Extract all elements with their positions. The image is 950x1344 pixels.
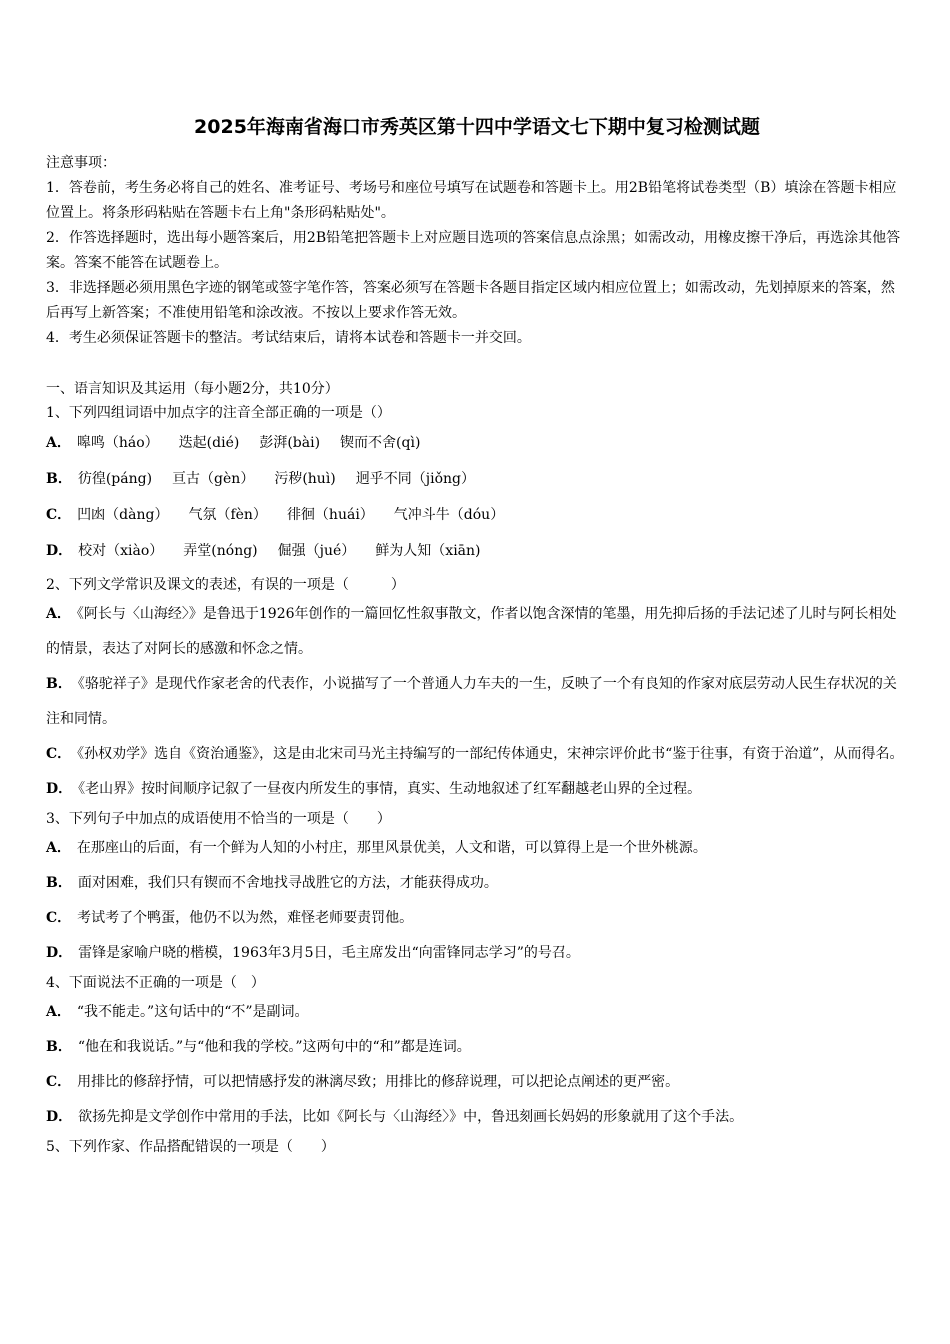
option-label: B．	[46, 676, 72, 692]
question-1	[46, 401, 908, 569]
option-label: D．	[46, 945, 73, 961]
option-word: 污秽(huì)	[274, 471, 336, 487]
option-a	[46, 597, 908, 667]
option-word: 彷徨(páng)	[77, 471, 153, 487]
option-word: 凹凼（dàng）	[77, 507, 169, 523]
question-4	[46, 971, 908, 1135]
exam-page	[46, 112, 908, 1159]
option-word: 亘古（gèn）	[172, 471, 255, 487]
section-heading: 一、语言知识及其运用（每小题2分，共10分）	[46, 381, 339, 397]
option-word: 鲜为人知（xiān)	[375, 543, 481, 559]
option-text: “我不能走。”这句话中的“不”是副词。	[76, 1004, 309, 1020]
option-label: A．	[46, 840, 71, 856]
option-text: 用排比的修辞抒情，可以把情感抒发的淋漓尽致；用排比的修辞说理，可以把论点阐述的更严密。	[77, 1074, 680, 1090]
notice-item: 4．考生必须保证答题卡的整洁。考试结束后，请将本试卷和答题卡一并交回。	[46, 330, 531, 346]
option-word: 彭湃(bài)	[259, 435, 321, 451]
option-text: 考试考了个鸭蛋，他仍不以为然，难怪老师要责罚他。	[77, 910, 414, 926]
option-d	[46, 772, 908, 807]
option-word: 弄堂(nóng)	[183, 543, 258, 559]
option-word: 气氛（fèn）	[188, 507, 267, 523]
option-b	[46, 667, 908, 737]
option-text: 《阿长与〈山海经〉》是鲁迅于1926年创作的一篇回忆性叙事散文，作者以饱含深情的笔墨，用先抑后扬的手法记述了儿时与阿长相处的情景，表达了对阿长的感激和怀念之情。	[46, 606, 897, 657]
option-label: D．	[46, 781, 73, 797]
page-title: 2025年海南省海口市秀英区第十四中学语文七下期中复习检测试题	[194, 116, 760, 138]
option-a	[46, 995, 908, 1030]
option-word: 迥乎不同（jiǒng）	[355, 471, 475, 487]
option-word: 迭起(dié)	[178, 435, 240, 451]
option-label: D．	[46, 1109, 73, 1125]
question-2	[46, 573, 908, 807]
option-c	[46, 901, 908, 936]
option-label: A．	[46, 435, 71, 451]
option-word: 徘徊（huái）	[286, 507, 374, 523]
option-word: 校对（xiào）	[78, 543, 164, 559]
option-a	[46, 425, 908, 461]
option-label: C．	[46, 910, 72, 926]
option-label: D．	[46, 543, 73, 559]
option-text: 《老山界》按时间顺序记叙了一昼夜内所发生的事情，真实、生动地叙述了红军翻越老山界的全过程。	[78, 781, 702, 797]
option-word: 嗥鸣（háo）	[76, 435, 159, 451]
option-label: C．	[46, 746, 72, 762]
option-text: “他在和我说话。”与“他和我的学校。”这两句中的“和”都是连词。	[77, 1039, 471, 1055]
option-text: 在那座山的后面，有一个鲜为人知的小村庄，那里风景优美，人文和谐，可以算得上是一个世外桃源。	[76, 840, 707, 856]
option-c	[46, 737, 908, 772]
option-text: 欲扬先抑是文学创作中常用的手法，比如《阿长与〈山海经〉》中，鲁迅刻画长妈妈的形象就用了这个手法。	[78, 1109, 744, 1125]
option-text: 面对困难，我们只有锲而不舍地找寻战胜它的方法，才能获得成功。	[77, 875, 498, 891]
option-label: B．	[46, 471, 72, 487]
option-a	[46, 831, 908, 866]
option-word: 倔强（jué）	[277, 543, 356, 559]
notice-block	[46, 151, 908, 351]
option-c	[46, 1065, 908, 1100]
notice-item: 1．答卷前，考生务必将自己的姓名、准考证号、考场号和座位号填写在试题卷和答题卡上。用2B铅笔将试卷类型（B）填涂在答题卡相应位置上。将条形码粘贴在答题卡右上角"条形码粘贴处"。	[46, 180, 897, 221]
question-3	[46, 807, 908, 971]
option-d	[46, 936, 908, 971]
option-label: A．	[46, 1004, 71, 1020]
notice-item: 3．非选择题必须用黑色字迹的钢笔或签字笔作答，答案必须写在答题卡各题目指定区域内相应位置上；如需改动，先划掉原来的答案，然后再写上新答案；不准使用铅笔和涂改液。不按以上要求作答无效。	[46, 280, 895, 321]
option-word: 锲而不舍(qì)	[340, 435, 421, 451]
option-c	[46, 497, 908, 533]
question-stem: 5、下列作家、作品搭配错误的一项是（ ）	[46, 1139, 335, 1155]
question-stem: 1、下列四组词语中加点字的注音全部正确的一项是（）	[46, 405, 391, 421]
option-label: C．	[46, 507, 72, 523]
option-d	[46, 533, 908, 569]
question-stem: 4、下面说法不正确的一项是（ ）	[46, 975, 265, 991]
option-label: B．	[46, 1039, 72, 1055]
option-b	[46, 1030, 908, 1065]
option-b	[46, 461, 908, 497]
option-text: 雷锋是家喻户晓的楷模，1963年3月5日，毛主席发出“向雷锋同志学习”的号召。	[78, 945, 580, 961]
option-label: C．	[46, 1074, 72, 1090]
option-text: 《孙权劝学》选自《资治通鉴》，这是由北宋司马光主持编写的一部纪传体通史，宋神宗评价此书“鉴于往事，有资于治道”，从而得名。	[77, 746, 904, 762]
notice-item: 2．作答选择题时，选出每小题答案后，用2B铅笔把答题卡上对应题目选项的答案信息点涂黑；如需改动，用橡皮擦干净后，再选涂其他答案。答案不能答在试题卷上。	[46, 230, 901, 271]
question-stem: 2、下列文学常识及课文的表述，有误的一项是（ ）	[46, 577, 405, 593]
option-text: 《骆驼祥子》是现代作家老舍的代表作，小说描写了一个普通人力车夫的一生，反映了一个有良知的作家对底层劳动人民生存状况的关注和同情。	[46, 676, 897, 727]
option-label: A．	[46, 606, 71, 622]
question-5	[46, 1135, 908, 1159]
option-word: 气冲斗牛（dóu）	[393, 507, 505, 523]
question-stem: 3、下列句子中加点的成语使用不恰当的一项是（ ）	[46, 811, 391, 827]
notice-heading: 注意事项：	[46, 155, 116, 171]
option-b	[46, 866, 908, 901]
option-label: B．	[46, 875, 72, 891]
option-d	[46, 1100, 908, 1135]
